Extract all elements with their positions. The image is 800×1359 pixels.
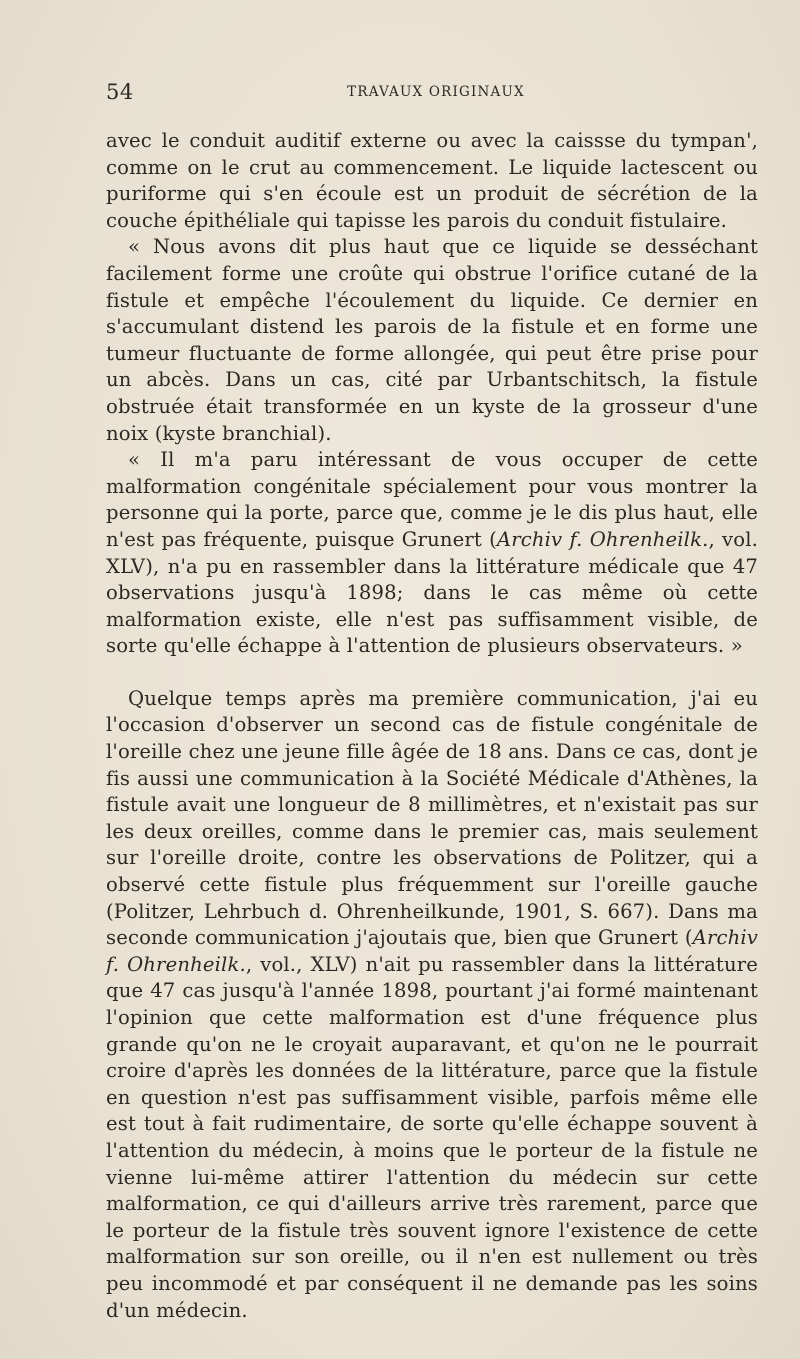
paragraph-3-text-a: « Il m'a paru intéressant de vous occuper de cette malformation congénitale spécialement pour vous montrer la personne qui la porte, parce que, comme je le dis plus haut, elle n'est pas fréquente, puisque Grunert ( bbox=[106, 448, 758, 551]
paragraph-3-text-b: , vol. XLV), n'a pu en rassembler dans la littérature médicale que 47 observations jusqu'à 1898; dans le cas même où cette malformation existe, elle n'est pas suffisamment visible, de sorte qu'elle échappe à l'attention de plusieurs observateurs. » bbox=[106, 527, 759, 658]
paragraph-2: « Nous avons dit plus haut que ce liquide se desséchant facilement forme une croûte qui obstrue l'orifice cutané de la fistule et empêche l'écoulement du liquide. Ce dernier en s'accumulant distend les parois de la fistule et en forme une tumeur fluctuante de forme allongée, qui peut être prise pour un abcès. Dans un cas, cité par Urbantschitsch, la fistule obstruée était transformée en un kyste de la grosseur d'une noix (kyste branchial). bbox=[106, 235, 758, 445]
paragraph-4-journal-title: Archiv f. Ohrenheilk. bbox=[106, 926, 758, 976]
paragraph-4 bbox=[106, 686, 758, 1324]
page-number: 54 bbox=[106, 80, 134, 104]
body-text bbox=[106, 128, 758, 1324]
paragraph-3-journal-title: Archiv f. Ohrenheilk. bbox=[496, 527, 709, 551]
paragraph-3 bbox=[106, 447, 758, 660]
running-head: TRAVAUX ORIGINAUX bbox=[347, 84, 525, 100]
paragraph-4-text-a: Quelque temps après ma première communication, j'ai eu l'occasion d'observer un second cas de fistule congénitale de l'oreille chez une jeune fille âgée de 18 ans. Dans ce cas, dont je fis aussi une communication à la Société Médicale d'Athènes, la fistule avait une longueur de 8 millimètres, et n'existait pas sur les deux oreilles, comme dans le premier cas, mais seulement sur l'oreille droite, contre les observations de Politzer, qui a observé cette fistule plus fréquemment sur l'oreille gauche (Politzer, Lehrbuch d. Ohrenheilkunde, 1901, S. 667). Dans ma seconde communication j'ajoutais que, bien que Grunert ( bbox=[106, 686, 758, 950]
paragraph-1: avec le conduit auditif externe ou avec la caissse du tympan', comme on le crut au commencement. Le liquide lactescent ou puriforme qui s'en écoule est un produit de sécrétion de la couche épithéliale qui tapisse les parois du conduit fistulaire. bbox=[106, 129, 758, 232]
paragraph-4-text-b: , vol., XLV) n'ait pu rassembler dans la littérature que 47 cas jusqu'à l'année 1898, pourtant j'ai formé maintenant l'opinion que cette malformation est d'une fréquence plus grande qu'on ne le croyait auparavant, et qu'on ne le pourrait croire d'après les données de la littérature, parce que la fistule en question n'est pas suffisamment visible, parfois même elle est tout à fait rudimentaire, de sorte qu'elle échappe souvent à l'attention du médecin, à moins que le porteur de la fistule ne vienne lui-même attirer l'attention du médecin sur cette malformation, ce qui d'ailleurs arrive très rarement, parce que le porteur de la fistule très souvent ignore l'existence de cette malformation sur son oreille, ou il n'en est nullement ou très peu incommodé et par conséquent il ne demande pas les soins d'un médecin. bbox=[106, 952, 758, 1322]
page-header bbox=[106, 80, 766, 104]
